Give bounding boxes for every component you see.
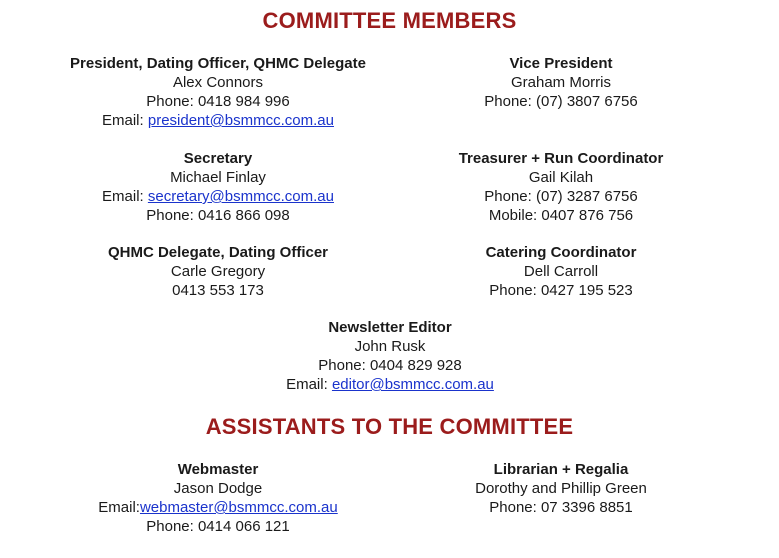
phone-label: Phone: <box>318 357 366 374</box>
phone-line <box>28 517 408 536</box>
role-title: Treasurer + Run Coordinator <box>458 150 664 167</box>
phone-number: 0427 195 523 <box>540 282 633 299</box>
member-name: Michael Finlay <box>170 169 266 186</box>
role-title: Catering Coordinator <box>485 244 637 261</box>
assistants-heading: ASSISTANTS TO THE COMMITTEE <box>205 414 574 439</box>
role-title: Webmaster <box>177 461 259 478</box>
member-vice-president <box>371 54 751 111</box>
assistant-webmaster <box>28 460 408 536</box>
phone-label: Phone: <box>489 499 537 516</box>
member-name: Carle Gregory <box>170 263 266 280</box>
phone-label: Phone: <box>484 188 532 205</box>
phone-label: Phone: <box>146 93 194 110</box>
email-line <box>28 111 408 130</box>
phone-label: Phone: <box>146 207 194 224</box>
mobile-line <box>371 206 751 225</box>
phone-line <box>371 187 751 206</box>
role-title: QHMC Delegate, Dating Officer <box>107 244 329 261</box>
email-line <box>200 375 580 394</box>
role-title: President, Dating Officer, QHMC Delegate <box>70 55 366 72</box>
member-name: Graham Morris <box>510 74 611 91</box>
email-line <box>28 187 408 206</box>
role-title: Newsletter Editor <box>328 319 452 336</box>
email-label: Email: <box>286 376 328 393</box>
phone-label: Phone: <box>484 93 532 110</box>
email-link[interactable]: editor@bsmmcc.com.au <box>331 376 494 393</box>
member-secretary <box>28 149 408 225</box>
email-link[interactable]: president@bsmmcc.com.au <box>147 112 334 129</box>
role-title: Librarian + Regalia <box>493 461 629 478</box>
phone-line <box>28 92 408 111</box>
role-title: Secretary <box>183 150 253 167</box>
phone-line <box>28 206 408 225</box>
role-title: Vice President <box>509 55 613 72</box>
email-label: Email: <box>98 499 140 516</box>
phone-number: 07 3396 8851 <box>540 499 633 516</box>
member-name: Jason Dodge <box>173 480 263 497</box>
member-newsletter-editor <box>200 318 580 394</box>
phone-label: Phone: <box>146 518 194 535</box>
phone-number: 0418 984 996 <box>197 93 290 110</box>
email-line <box>28 498 408 517</box>
phone-number: 0416 866 098 <box>197 207 290 224</box>
member-name: John Rusk <box>354 338 426 355</box>
mobile-number: 0407 876 756 <box>541 207 634 224</box>
phone-line <box>371 498 751 517</box>
phone-number: 0404 829 928 <box>369 357 462 374</box>
member-catering-coordinator <box>371 243 751 300</box>
email-label: Email: <box>102 112 144 129</box>
phone-line <box>200 356 580 375</box>
phone-number: 0414 066 121 <box>197 518 290 535</box>
email-link[interactable]: secretary@bsmmcc.com.au <box>147 188 334 205</box>
member-qhmc-delegate <box>28 243 408 300</box>
member-name: Dell Carroll <box>523 263 599 280</box>
member-name: Gail Kilah <box>528 169 594 186</box>
phone-number: 0413 553 173 <box>172 282 264 299</box>
phone-number: (07) 3287 6756 <box>535 188 638 205</box>
mobile-label: Mobile: <box>488 207 538 224</box>
member-name: Alex Connors <box>172 74 264 91</box>
member-president <box>28 54 408 130</box>
member-treasurer <box>371 149 751 225</box>
phone-line <box>371 281 751 300</box>
phone-label: Phone: <box>489 282 537 299</box>
committee-heading: COMMITTEE MEMBERS <box>262 8 517 33</box>
email-link[interactable]: webmaster@bsmmcc.com.au <box>139 499 338 516</box>
member-name: Dorothy and Phillip Green <box>475 480 647 497</box>
phone-line <box>371 92 751 111</box>
assistant-librarian <box>371 460 751 517</box>
email-label: Email: <box>102 188 144 205</box>
phone-number: (07) 3807 6756 <box>535 93 638 110</box>
